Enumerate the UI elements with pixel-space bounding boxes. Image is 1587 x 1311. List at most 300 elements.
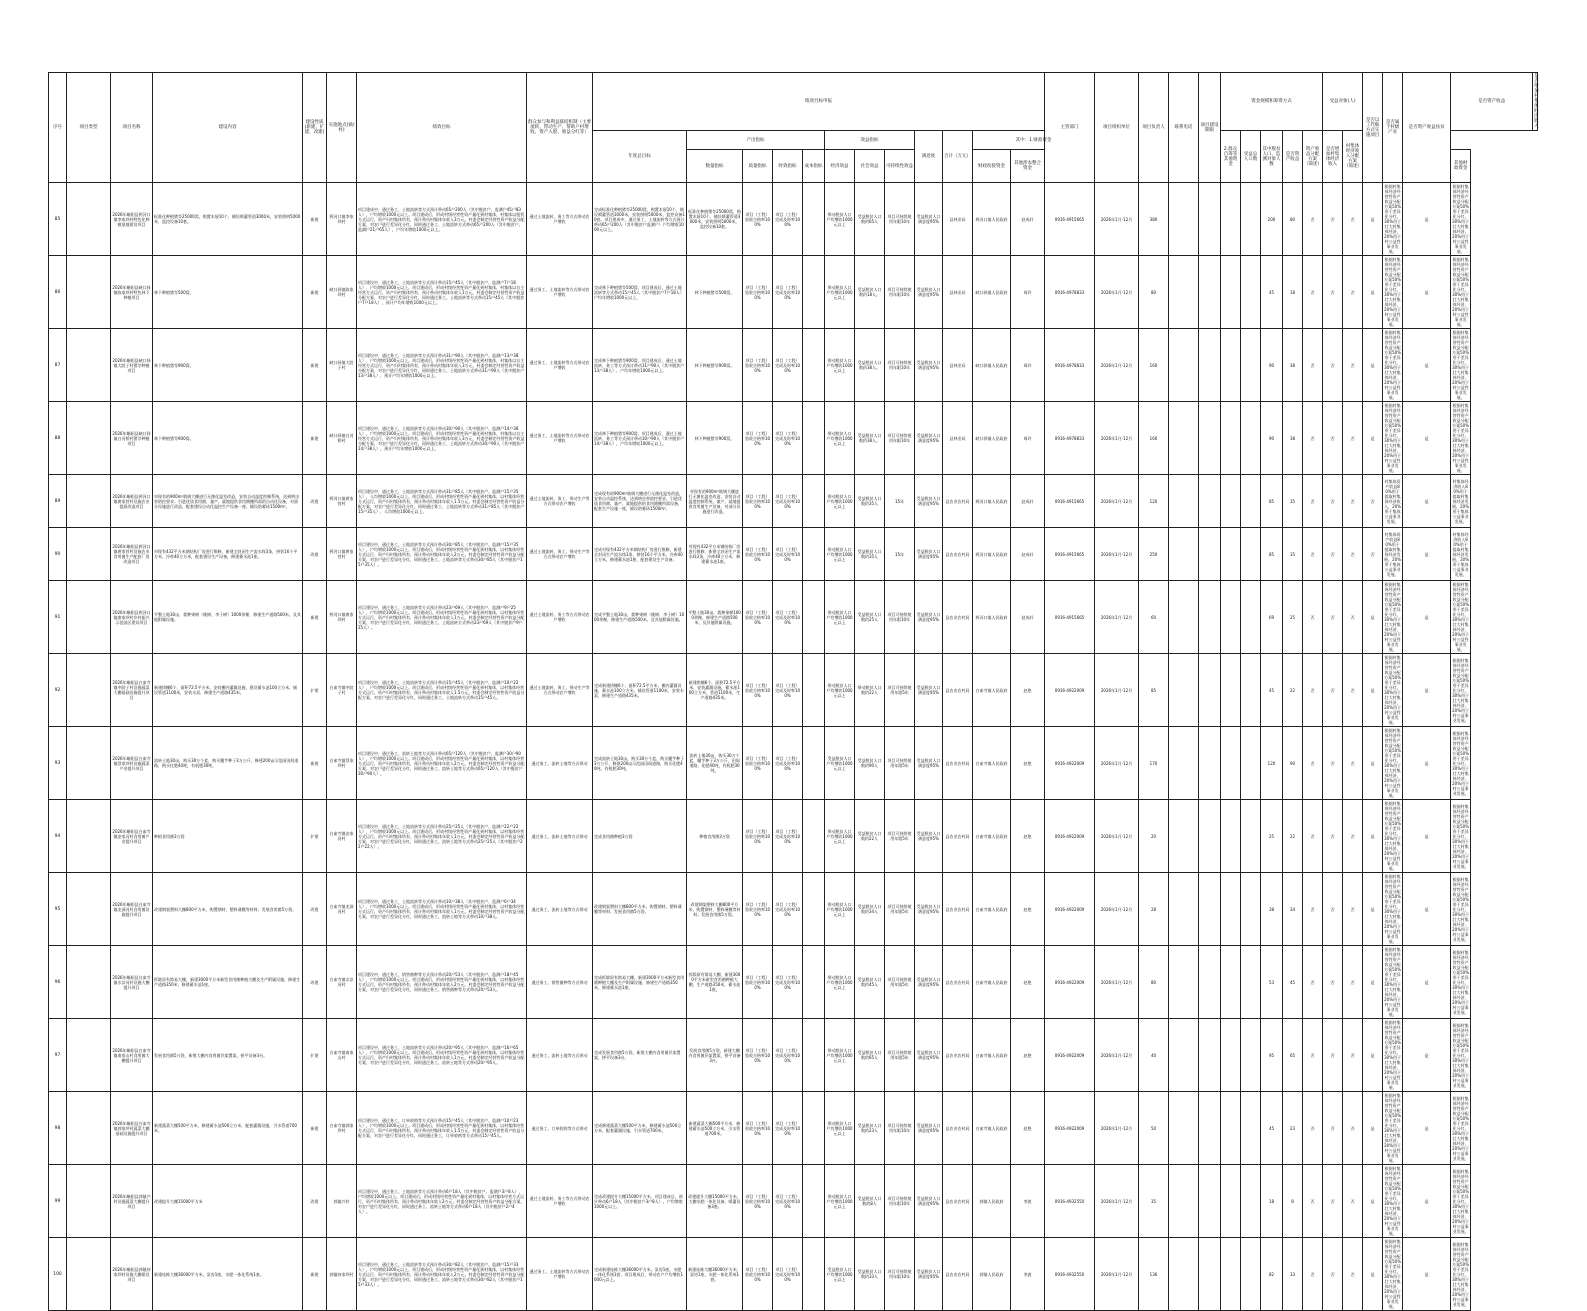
cell-dept: 县林业局: [943, 256, 973, 329]
cell-work-relief: 否: [1303, 873, 1323, 946]
cell-goal: 项目建设中，通过务工、订单收购等方式预计带动15户45人（其中脱贫户、监测户10户23人），户均增收1000元以上。项目建成后，形成村级经营性资产量化到村集体，以村集体经营方式运行，资产归村集体所有，预计带动村集体年收入1.5万元，村委会制定经营性资产收益分配方案，对农户进行差异化分红，同时通过务工、订单收购等方式带动15户45人。: [357, 1092, 527, 1165]
header-performance: 绩效目标申报: [593, 73, 1045, 131]
cell-sustainable: 项目可持续使用年限10年: [885, 1238, 915, 1311]
cell-tel: 0916-4922009: [1045, 727, 1095, 800]
cell-total-funds: 80: [1139, 256, 1169, 329]
cell-asset-poverty: 否: [1343, 1019, 1363, 1092]
cell-goal: 项目建设中，通过务工、土地流转等方式预计带动30户85人（其中脱贫户、监测户15户35人），户均增收1000元以上。项目建成后，形成村级经营性资产量化到村集体，以村集体经营方式运行，资产归村集体所有，预计带动村集体年收入2万元，村委会制定经营性资产收益分配方案，对农户进行差异化分红，同时通过务工、土地流转等方式带动30户85人（其中脱贫户15户35人）。: [357, 528, 527, 581]
cell-total-funds: 85: [1139, 654, 1169, 727]
cell-content: 林下种植猪苓900窝。: [153, 402, 303, 475]
cell-total-funds: 28: [1139, 873, 1169, 946]
table-row: [49, 1238, 1538, 1311]
cell-asset-poverty: 否: [1343, 1092, 1363, 1165]
cell-tel: 0916-4915665: [1045, 581, 1095, 654]
cell-asset-plan: 根据村集体经济经营性资产收益分配方案50%用于差异化分红，30%用于壮大村集体经济，20%用于村公益性事业发展。: [1384, 1093, 1402, 1163]
cell-dept: 县农业农村局: [943, 654, 973, 727]
cell-period: 2026年1月-12月: [1095, 475, 1139, 528]
header-type: 项目类型: [67, 73, 111, 183]
header-asset-plan: 资产收益分配方案（简述）: [1303, 131, 1323, 183]
cell-economic: 带动脱贫人口户均增收1000元以上: [825, 402, 855, 475]
cell-collective-plan: 根据村集体经济经营性资产收益分配方案50%用于差异化分红，30%用于壮大村集体经济，20%用于村公益性事业发展。: [1452, 403, 1470, 473]
cell-village-industry: 否: [1323, 183, 1343, 256]
cell-seq: 87: [49, 329, 67, 402]
cell-cost: [803, 727, 825, 800]
cell-other-fiscal: [1221, 727, 1241, 800]
cell-mechanism: 通过土地流转、务工、带动生产等方式带动农户增收: [527, 475, 593, 528]
cell-village-industry: 否: [1323, 329, 1343, 402]
cell-tel: 0916-4922009: [1045, 654, 1095, 727]
cell-collective-plan: 根据村集体经济经营性资产收益分配方案50%用于差异化分红，30%用于壮大村集体经济，20%用于村公益事业发展。: [1451, 1019, 1471, 1092]
cell-name: 2026年略阳县白雀寺镇龙洞河村食用菌设施提升项目: [111, 873, 153, 946]
cell-village-industry: 否: [1323, 800, 1343, 873]
cell-seq: 95: [49, 873, 67, 946]
cell-work-relief: 否: [1303, 581, 1323, 654]
cell-asset-plan: 根据村集体经济经营性资产收益分配方案50%用于差异化分红，30%用于壮大村集体经济，20%用于村公益性事业发展。: [1384, 1239, 1402, 1309]
cell-seq: 85: [49, 183, 67, 256]
cell-goal: 项目建设中，通过务工、土地流转等方式预计带动31户90人（其中脱贫户、监测户13户38人），户均增收1000元以上。项目建成后，形成村级经营性资产量化到村集体，村集体以自主经营方式运行，资产归村集体所有，预计带动村集体年收入3万元，村委会制定经营性资产收益分配方案，对农户进行差异化分红，同时通过务工、土地流转方式带动31户90人（其中脱贫户13户38人），预计户均年增收1000元以上。: [357, 329, 527, 402]
cell-type: [67, 329, 111, 402]
cell-type: [67, 402, 111, 475]
cell-other-fiscal: [1221, 475, 1241, 528]
cell-is-collective: 是: [1403, 1092, 1451, 1165]
cell-lead: 赵成轩: [1011, 475, 1045, 528]
cell-nature: 新建: [303, 256, 327, 329]
cell-content: 新建拱棚6个，面积72.5平方米，安装棚内灌溉设施，建设蓄水池100立方米，铺设管道1100米，安装水泵，修建生产道路435米。: [153, 654, 303, 727]
header-quality: 质量指标: [743, 150, 773, 183]
cell-integrated-funds: [1199, 654, 1221, 727]
cell-quantity: 对现有432平方米钢结构厂房进行维修，新建全封闭生产流水线3条，冷库40立方米，修建蓄水池1座。: [687, 528, 743, 581]
cell-cost: [803, 402, 825, 475]
cell-timeliness: 项目（工程）完成及时率100%: [773, 402, 803, 475]
header-other-fiscal: 其他财政资金: [1451, 150, 1471, 183]
cell-other-fiscal: [1221, 800, 1241, 873]
cell-collective-plan: 根据村集体经济经营性资产收益分配方案50%用于差异化分红，30%用于壮大村集体经济，20%用于村公益事业发展。: [1451, 727, 1471, 800]
cell-social: 受益脱贫人口数约38人。: [855, 402, 885, 475]
cell-total-beneficiary: 45: [1261, 256, 1283, 329]
header-goal: 绩效目标: [357, 73, 527, 183]
header-dept: 主管部门: [1045, 73, 1095, 183]
cell-sustainable: 项目可持续使用年限5年: [885, 727, 915, 800]
cell-seq: 96: [49, 946, 67, 1019]
cell-lead: 周玲: [1011, 329, 1045, 402]
cell-social: 受益脱贫人口数约18人。: [855, 256, 885, 329]
cell-place: 两河口镇黄家营村: [327, 528, 357, 581]
cell-tel: 0916-4932550: [1045, 1165, 1095, 1238]
cell-nature: 新建: [303, 581, 327, 654]
cell-collective-plan: 根据村集体经济经营性资产收益分配方案50%用于差异化分红，30%用于壮大村集体经济，20%用于村公益性事业发展。: [1452, 582, 1470, 652]
cell-mechanism: 通过务工、销售菌种等方式带动: [527, 946, 593, 1019]
cell-asset-plan: 根据村集体经济经营性资产收益分配方案50%用于差异化分红，30%用于壮大村集体经济，20%用于村公益性事业发展。: [1384, 801, 1402, 871]
cell-asset-poverty: 否: [1343, 256, 1363, 329]
cell-quality: 项目（工程）验收合格率100%: [743, 1238, 773, 1311]
cell-other-fiscal: [1221, 256, 1241, 329]
cell-mechanism: 通过务工、流转土地等方式带动: [527, 727, 593, 800]
cell-economic: 带动脱贫人口户均增收1000元以上: [825, 329, 855, 402]
cell-total-beneficiary: 45: [1261, 654, 1283, 727]
cell-social: 受益脱贫人口数约22人: [855, 800, 885, 873]
cell-timeliness: 项目（工程）完成及时率100%: [773, 183, 803, 256]
cell-sustainable: 项目可持续使用年限10年: [885, 183, 915, 256]
cell-asset-poverty: 否: [1343, 654, 1363, 727]
cell-economic: 带动脱贫人口户均增收1000元以上: [825, 581, 855, 654]
cell-name: 2026年略阳县峡口驿镇大院子村猪苓种植项目: [111, 329, 153, 402]
cell-quality: 项目（工程）验收合格率100%: [743, 654, 773, 727]
cell-asset-poverty: 否: [1343, 329, 1363, 402]
header-social: 社会效益: [855, 150, 885, 183]
cell-economic: 带动脱贫人口户均增收1000元以上: [825, 256, 855, 329]
cell-self-funds: [1241, 1019, 1261, 1092]
cell-timeliness: 项目（工程）完成及时率100%: [773, 873, 803, 946]
cell-quality: 项目（工程）验收合格率100%: [743, 946, 773, 1019]
cell-timeliness: 项目（工程）完成及时率100%: [773, 256, 803, 329]
cell-sustainable: 项目可持续使用年限10年: [885, 1092, 915, 1165]
header-is-collective: 是否增加村集体经济收入: [1323, 131, 1343, 183]
cell-place: 峡口驿镇大院子村: [327, 329, 357, 402]
cell-poor-beneficiary: 80: [1283, 183, 1303, 256]
cell-asset-plan: 村集体资产收益80%用于提取村集体经济发展，20%用于集体公益事业发展。: [1383, 528, 1403, 581]
cell-quality: 项目（工程）验收合格率100%: [743, 1092, 773, 1165]
cell-quality: 项目（工程）验收合格率100%: [743, 528, 773, 581]
cell-place: 两河口镇黄家营村: [327, 475, 357, 528]
cell-period: 2026年1月-12月: [1095, 873, 1139, 946]
cell-asset-poverty: 否: [1343, 581, 1363, 654]
cell-poor-beneficiary: 33: [1283, 1238, 1303, 1311]
table-row: [49, 475, 1538, 528]
cell-annual-goal: 完成平整土地30亩，栽种果树（桃树、李子树）1000余棵，修建生产道路500米，及其他附属设施。: [593, 581, 687, 654]
cell-tel: 0916-4915665: [1045, 528, 1095, 581]
header-total-funds: 合计（万元）: [943, 131, 973, 183]
cell-tel: 0916-4915665: [1045, 183, 1095, 256]
cell-period: 2026年1月-12月: [1095, 256, 1139, 329]
cell-seq: 98: [49, 1092, 67, 1165]
cell-economic: 受益脱贫人口户均增收1000元以上: [825, 1238, 855, 1311]
cell-tel: 0916-4932550: [1045, 1238, 1095, 1311]
cell-lead: 李波: [1011, 1238, 1045, 1311]
cell-satisfaction: 受益脱贫人口满意度95%: [915, 727, 943, 800]
cell-name: 2026年略阳县白雀寺镇水淙河村设施大棚提升项目: [111, 946, 153, 1019]
cell-org: 白雀寺镇人民政府: [973, 1019, 1011, 1092]
cell-integrated-funds: [1199, 1238, 1221, 1311]
cell-timeliness: 项目（工程）完成及时率100%: [773, 1165, 803, 1238]
cell-name: 2026年略阳县峡口驿镇陈家坝村特色林下种植项目: [111, 256, 153, 329]
header-is-asset-income: 是否资产收益: [1283, 131, 1303, 183]
cell-org: 白雀寺镇人民政府: [973, 946, 1011, 1019]
cell-quality: 项目（工程）验收合格率100%: [743, 1165, 773, 1238]
cell-quantity: 新建拱棚6个，面积72.5平方米，安装灌溉设施，蓄水池100立方米，管道1100米，生产道路435米。: [687, 654, 743, 727]
cell-nature: 新建: [303, 727, 327, 800]
cell-content: 平整土地30亩，栽种果树（桃树、李子树）1000余棵，修建生产道路500米，及其他附属设施。: [153, 581, 303, 654]
cell-place: 白雀寺镇南家山村: [327, 1019, 357, 1092]
cell-is-asset-income: 是: [1363, 402, 1383, 475]
cell-nature: 改建: [303, 1165, 327, 1238]
cell-link-funds: [1169, 329, 1199, 402]
cell-tel: 0916-4922009: [1045, 1092, 1095, 1165]
cell-total-beneficiary: 200: [1261, 183, 1283, 256]
cell-dept: 县农业农村局: [943, 800, 973, 873]
cell-social: 受益脱贫人口数约90人: [855, 727, 885, 800]
cell-poor-beneficiary: 38: [1283, 402, 1303, 475]
header-place: 实施地点(镇/村): [327, 73, 357, 183]
cell-asset-plan: 根据村集体经济经营性资产收益分配方案50%用于差异化分红，30%用于壮大村集体经济，20%用于村公益性事业发展。: [1384, 947, 1402, 1017]
header-timeliness: 时效指标: [773, 150, 803, 183]
cell-content: 拆除原有简易大棚，新建3000平方米新型食用菌种植大棚及生产附属设施，修建生产道路350米，修建蓄水池1座。: [153, 946, 303, 1019]
cell-poor-beneficiary: 25: [1283, 581, 1303, 654]
cell-integrated-funds: [1199, 873, 1221, 946]
cell-other-fiscal: [1221, 581, 1241, 654]
header-fiscal-funds: 其中：1.财政资金: [973, 131, 1095, 150]
cell-content: 改建钢架塑料大棚800平方米，购置钢材、塑料薄膜等材料；发展食用菌5万袋。: [153, 873, 303, 946]
cell-seq: 94: [49, 800, 67, 873]
cell-asset-poverty: 否: [1343, 183, 1363, 256]
cell-dept: 县农业农村局: [943, 581, 973, 654]
cell-lead: 赵成轩: [1011, 581, 1045, 654]
cell-annual-goal: 完成新建拱棚6个，面积72.5平方米，棚内灌溉设施，蓄水池100立方米，铺设管道1100米，安装水泵，修建生产道路435米。: [593, 654, 687, 727]
cell-cost: [803, 329, 825, 402]
cell-goal: 项目建设中，通过务工、土地流转等方式预计带动10户38人（其中脱贫户、监测户6户34人），户均增收1000元以上。项目建成后，形成村级经营性资产量化到村集体，以村集体经营方式运行，资产归村集体所有，预计带动村集体年收入1万元，村委会制定经营性资产收益分配方案，对农户进行差异化分红，同时通过务工、流转土地等方式带动10户38人。: [357, 873, 527, 946]
cell-economic: 带动脱贫人口户均增收1000元以上: [825, 873, 855, 946]
cell-poor-beneficiary: 23: [1283, 1092, 1303, 1165]
cell-collective-plan: 根据村集体经济经营性资产收益分配方案50%用于差异化分红，30%用于壮大村集体经济，20%用于村公益事业发展。: [1451, 800, 1471, 873]
cell-type: [67, 581, 111, 654]
cell-name: 2026年略阳县白雀寺镇南家山村食用菌大棚提升项目: [111, 1019, 153, 1092]
cell-goal: 项目建设中，通过务工、土地流转等方式预计带动15户45人（其中脱贫户、监测户7户18人），户均增收1000元以上。项目建成后，形成村级经营性资产量化到村集体，村集体以自主经营方式运行，资产归村集体所有，预计带动村集体年收入1万元，村委会制定经营性资产收益分配方案，对农户进行差异化分红，同时通过务工、土地流转等方式带动15户45人（其中脱贫户7户18人），预计户均年增收1000元以上。: [357, 256, 527, 329]
cell-self-funds: [1241, 475, 1261, 528]
header-village-industry: 是否属于村级产业: [1383, 73, 1403, 183]
cell-annual-goal: 完成拆除原有简易大棚，新建3000平方米新型食用菌种植大棚及生产附属设施，修建生产道路350米，修建蓄水池1座。: [593, 946, 687, 1019]
cell-satisfaction: 受益脱贫人口满意度95%: [915, 1019, 943, 1092]
cell-is-collective: 是: [1403, 873, 1451, 946]
cell-work-relief: 否: [1303, 1238, 1323, 1311]
cell-village-industry: 否: [1323, 256, 1343, 329]
cell-type: [67, 256, 111, 329]
cell-nature: 新建: [303, 183, 327, 256]
cell-seq: 89: [49, 475, 67, 528]
cell-period: 2026年1月-12月: [1095, 581, 1139, 654]
cell-org: 郭镇人民政府: [973, 1238, 1011, 1311]
cell-lead: 赵艳: [1011, 946, 1045, 1019]
cell-asset-poverty: 否: [1343, 475, 1363, 528]
cell-quantity: 林下种植猪苓900窝。: [687, 402, 743, 475]
cell-total-beneficiary: 85: [1261, 475, 1283, 528]
cell-place: 峡口驿镇陈家坝村: [327, 256, 357, 329]
table-row: [49, 946, 1538, 1019]
cell-link-funds: [1169, 1165, 1199, 1238]
cell-quantity: 林下种植猪苓500窝。: [687, 256, 743, 329]
cell-timeliness: 项目（工程）完成及时率100%: [773, 475, 803, 528]
cell-asset-plan: 根据村集体经济经营性资产收益分配方案50%用于差异化分红，30%用于壮大村集体经济，20%用于村公益性事业发展。: [1384, 728, 1402, 798]
cell-satisfaction: 受益脱贫人口满意度95%: [915, 329, 943, 402]
cell-dept: 县农业农村局: [943, 528, 973, 581]
cell-tel: 0916-4922009: [1045, 800, 1095, 873]
cell-cost: [803, 1238, 825, 1311]
cell-place: 峡口驿镇白河桥村: [327, 402, 357, 475]
cell-org: 峡口驿镇人民政府: [973, 402, 1011, 475]
cell-link-funds: [1169, 1019, 1199, 1092]
cell-poor-beneficiary: 35: [1283, 475, 1303, 528]
cell-village-industry: 否: [1323, 873, 1343, 946]
cell-timeliness: 项目（工程）完成及时率100%: [773, 1092, 803, 1165]
cell-dept: 县农业农村局: [943, 873, 973, 946]
cell-economic: 带动脱贫人口户均增收1000元以上: [825, 1092, 855, 1165]
cell-total-funds: 250: [1139, 528, 1169, 581]
cell-nature: 新建: [303, 1238, 327, 1311]
cell-collective-plan: 根据村集体经济经营性资产收益分配方案50%用于差异化分红，30%用于壮大村集体经济，20%用于村公益事业发展。: [1451, 1092, 1471, 1165]
cell-asset-plan: 根据村集体经济经营性资产收益分配方案50%用于差异化分红，30%用于壮大村集体经济，20%用于村公益性事业发展。: [1384, 330, 1402, 400]
cell-sustainable: 项目可持续使用年限10年: [885, 256, 915, 329]
cell-sustainable: 项目可持续使用年限10年: [885, 329, 915, 402]
cell-nature: 扩建: [303, 1019, 327, 1092]
table-row: [49, 800, 1538, 873]
cell-tel: 0916-4922009: [1045, 873, 1095, 946]
cell-sustainable: 项目可持续使用年限5年: [885, 873, 915, 946]
cell-satisfaction: 受益脱贫人口满意度95%: [915, 402, 943, 475]
table-row: [49, 873, 1538, 946]
cell-org: 郭镇人民政府: [973, 1165, 1011, 1238]
cell-asset-plan: 村集体资产收益80%用于提取村集体经济收入，20%用于集体公益事业发展。: [1383, 475, 1403, 528]
cell-self-funds: [1241, 402, 1261, 475]
cell-is-collective: 是: [1403, 256, 1451, 329]
cell-type: [67, 946, 111, 1019]
cell-poor-beneficiary: 38: [1283, 329, 1303, 402]
cell-integrated-funds: [1199, 528, 1221, 581]
cell-total-funds: 120: [1139, 475, 1169, 528]
cell-asset-poverty: 否: [1343, 946, 1363, 1019]
cell-total-funds: 20: [1139, 800, 1169, 873]
cell-work-relief: 否: [1303, 946, 1323, 1019]
cell-quantity: 新建连栋大棚36000平方米，泵房1座，水肥一体化系统1套。: [687, 1238, 743, 1311]
cell-sustainable: 项目可持续使用年限10年: [885, 402, 915, 475]
cell-self-funds: [1241, 1238, 1261, 1311]
cell-satisfaction: 受益脱贫人口满意度95%: [915, 1238, 943, 1311]
cell-seq: 100: [49, 1238, 67, 1311]
cell-total-beneficiary: 69: [1261, 581, 1283, 654]
cell-goal: 项目建设中，通过务工、土地流转等方式预计带动15户45人（其中脱贫户、监测户10户22人），户均增收1000元以上。项目建成后，形成村级经营性资产量化到村集体，以村集体经营方式运行，资产归村集体所有，预计带动村集体年收入1.5万元，村委会制定经营性资产收益分配方案，对农户进行差异化分红，同时通过务工、土地流转方式带动15户45人。: [357, 654, 527, 727]
cell-other-fiscal: [1221, 183, 1241, 256]
cell-dept: 县林业局: [943, 329, 973, 402]
cell-quantity: 新建蔬菜大棚500平方米，修建蓄水池500立方米，引水管道700米。: [687, 1092, 743, 1165]
cell-social: 受益脱贫人口数约23人: [855, 1092, 885, 1165]
cell-is-asset-income: 是: [1363, 946, 1383, 1019]
table-body: [49, 183, 1538, 1311]
cell-self-funds: [1241, 1092, 1261, 1165]
cell-content: 发展食用菌5万袋，新建大棚内食用菌层架置架，拼平设备3台。: [153, 1019, 303, 1092]
cell-content: 对现有432平方米钢结构厂房进行维修，新建全封闭生产流水线3条，拼装16个平方米，冷库40立方米，配套建设生产设备，修建蓄水池1座。: [153, 528, 303, 581]
cell-integrated-funds: [1199, 329, 1221, 402]
cell-is-collective: 是: [1403, 329, 1451, 402]
cell-asset-plan: 根据村集体经济经营性资产收益分配方案50%用于差异化分红，30%用于壮大村集体经济，20%用于村公益性事业发展。: [1384, 403, 1402, 473]
cell-mechanism: 通过土地流转、务工等方式带动农户增收: [527, 581, 593, 654]
cell-satisfaction: 受益脱贫人口满意度95%: [915, 475, 943, 528]
table-row: [49, 183, 1538, 256]
cell-social: 受益脱贫人口数约65人: [855, 1019, 885, 1092]
cell-quality: 项目（工程）验收合格率100%: [743, 727, 773, 800]
cell-place: 郭镇兴村: [327, 1165, 357, 1238]
header-poor-beneficiary: 其中脱贫人口、监测对象人数: [1261, 131, 1283, 183]
cell-quantity: 流转土地30亩，购买30万个盆，魔芋种子3万公斤，田间道路，化肥40吨，有机肥30吨。: [687, 727, 743, 800]
cell-is-collective: 是: [1403, 1165, 1451, 1238]
header-funding: 资金规模和筹资方式: [1221, 73, 1323, 131]
cell-is-asset-income: 是: [1363, 581, 1383, 654]
cell-other-fiscal: [1221, 1165, 1241, 1238]
cell-total-funds: 170: [1139, 727, 1169, 800]
cell-is-collective: 是: [1403, 654, 1451, 727]
cell-link-funds: [1169, 1238, 1199, 1311]
cell-place: 白雀寺镇蔡家坝村: [327, 727, 357, 800]
cell-goal: 项目建设中，通过务工、土地流转等方式预计带动6户18人（其中脱贫户、监测户3户8人），户均增收1000元以上。项目建成后，形成村级经营性资产量化到村集体，以村集体经营方式运行，资产归村集体所有，预计带动村集体年收入2万元，村委会制定经营性资产收益分配方案，对农户进行差异化分红，同时通过务工、流转土地等方式带动6户18人（其中脱贫户2户4人）。: [357, 1165, 527, 1238]
cell-org: 两河口镇人民政府: [973, 475, 1011, 528]
cell-village-industry: 否: [1323, 1019, 1343, 1092]
cell-org: 白雀寺镇人民政府: [973, 727, 1011, 800]
header-annual-goal: 年度总目标: [593, 131, 687, 183]
cell-other-fiscal: [1221, 946, 1241, 1019]
cell-total-beneficiary: 120: [1261, 727, 1283, 800]
cell-cost: [803, 1092, 825, 1165]
cell-timeliness: 项目（工程）完成及时率100%: [773, 329, 803, 402]
cell-is-asset-income: 是: [1363, 727, 1383, 800]
cell-cost: [803, 654, 825, 727]
cell-work-relief: 否: [1303, 1019, 1323, 1092]
cell-goal: 项目建成中，通过务工、土地流转等方式预计带动65户200人（其中脱贫户、监测户45户83人），户均增收1000元以上。项目建成后，形成村级经营性资产量化到村集体，村集体以租赁方式运行，资产归村集体所有，预计带动村集体年收入3万元。村委会制定经营性资产收益分配方案，对农户进行差异化分红，同时通过务工、土地流转方式带动65户200人（其中脱贫户、监测户21户65人），户均年增收1000元以上。: [357, 183, 527, 256]
cell-collective-plan: 根据村集体经济经营性资产收益分配方案50%用于差异化分红，30%用于壮大村集体经济，20%用于村公益事业发展。: [1451, 1165, 1471, 1238]
cell-goal: 项目建设中，通过务工、土地流转等方式预计带动31户85人（其中脱贫户、监测户15户35人），人均增收1000元以上。项目建成后，形成村级经营性资产量化到村集体，以村集体经营方式运行，资产归村集体所有，预计带动村集体年收入1.5万元，村委会制定经营性资产收益分配方案，对农户进行差异化分红，同时通过务工、土地流转等方式带动31户85人（其中脱贫户15户35人），人均增收1000元以上。: [357, 475, 527, 528]
cell-content: 种植食用菌3万袋: [153, 800, 303, 873]
cell-timeliness: 项目（工程）完成及时率100%: [773, 1238, 803, 1311]
cell-nature: 扩建: [303, 654, 327, 727]
project-table: [48, 72, 1538, 1311]
cell-collective-plan: 根据村集体经济经营性资产收益分配方案50%用于差异化分红，30%用于壮大村集体经济，20%用于村公益事业发展。: [1451, 946, 1471, 1019]
cell-period: 2026年1月-12月: [1095, 1165, 1139, 1238]
cell-other-fiscal: [1221, 329, 1241, 402]
cell-link-funds: [1169, 873, 1199, 946]
header-tel: 联系电话: [1169, 73, 1199, 183]
cell-work-relief: 否: [1303, 1165, 1323, 1238]
cell-seq: 90: [49, 528, 67, 581]
cell-link-funds: [1169, 800, 1199, 873]
cell-village-industry: 否: [1323, 1092, 1343, 1165]
cell-asset-plan: 根据村集体经济经营性资产收益分配方案50%用于差异化分红，30%用于壮大村集体经济，20%用于村公益性事业发展。: [1384, 582, 1402, 652]
cell-sustainable: 15年: [885, 528, 915, 581]
header-self-funds: 2.群众自筹等其他资金: [1221, 131, 1241, 183]
cell-asset-plan: 根据村集体经济经营性资产收益分配方案50%用于差异化分红，30%用于壮大村集体经济，20%用于村公益性事业发展。: [1384, 257, 1402, 327]
cell-mechanism: 通过务工、土地流转等方式带动农户增收: [527, 329, 593, 402]
cell-satisfaction: 受益脱贫人口满意度95%: [915, 800, 943, 873]
cell-asset-plan: 根据村集体经济经营性资产收益分配方案50%用于差异化分红，30%用于壮大村集体经济，20%用于村公益性事业发展。: [1384, 184, 1402, 254]
cell-other-fiscal: [1221, 402, 1241, 475]
cell-quality: 项目（工程）验收合格率100%: [743, 581, 773, 654]
cell-self-funds: [1241, 946, 1261, 1019]
cell-village-industry: 否: [1323, 1165, 1343, 1238]
header-beneficiary: 受益对象(人): [1323, 73, 1363, 131]
cell-lead: 赵艳: [1011, 800, 1045, 873]
cell-name: 2026年略阳县白雀寺镇郭家坪村蔬菜大棚基础设施提升项目: [111, 1092, 153, 1165]
cell-poor-beneficiary: 35: [1283, 528, 1303, 581]
cell-name: 2026年略阳县两河口镇黄家营村设施农业食用菌生产配套厂房改造项目: [111, 528, 153, 581]
cell-tel: 0916-4978833: [1045, 329, 1095, 402]
cell-org: 白雀寺镇人民政府: [973, 873, 1011, 946]
cell-period: 2026年1月-12月: [1095, 402, 1139, 475]
cell-integrated-funds: [1199, 1092, 1221, 1165]
cell-name: 2026年略阳县郭镇何家坝村设施大棚建设项目: [111, 1238, 153, 1311]
cell-is-asset-income: 是: [1363, 1238, 1383, 1311]
header-lead: 项目负责人: [1139, 73, 1169, 183]
cell-total-funds: 50: [1139, 1092, 1169, 1165]
cell-work-relief: 否: [1303, 256, 1323, 329]
table-row: [49, 402, 1538, 475]
cell-village-industry: 否: [1323, 946, 1343, 1019]
cell-satisfaction: 受益脱贫人口满意度95%: [915, 581, 943, 654]
cell-quantity: 标准化种植猪苓25000窝，购置木屐10个，铺设喷灌管道3000米，安装照明5000米，监控设备10套。: [687, 183, 743, 256]
cell-quality: 项目（工程）验收合格率100%: [743, 873, 773, 946]
